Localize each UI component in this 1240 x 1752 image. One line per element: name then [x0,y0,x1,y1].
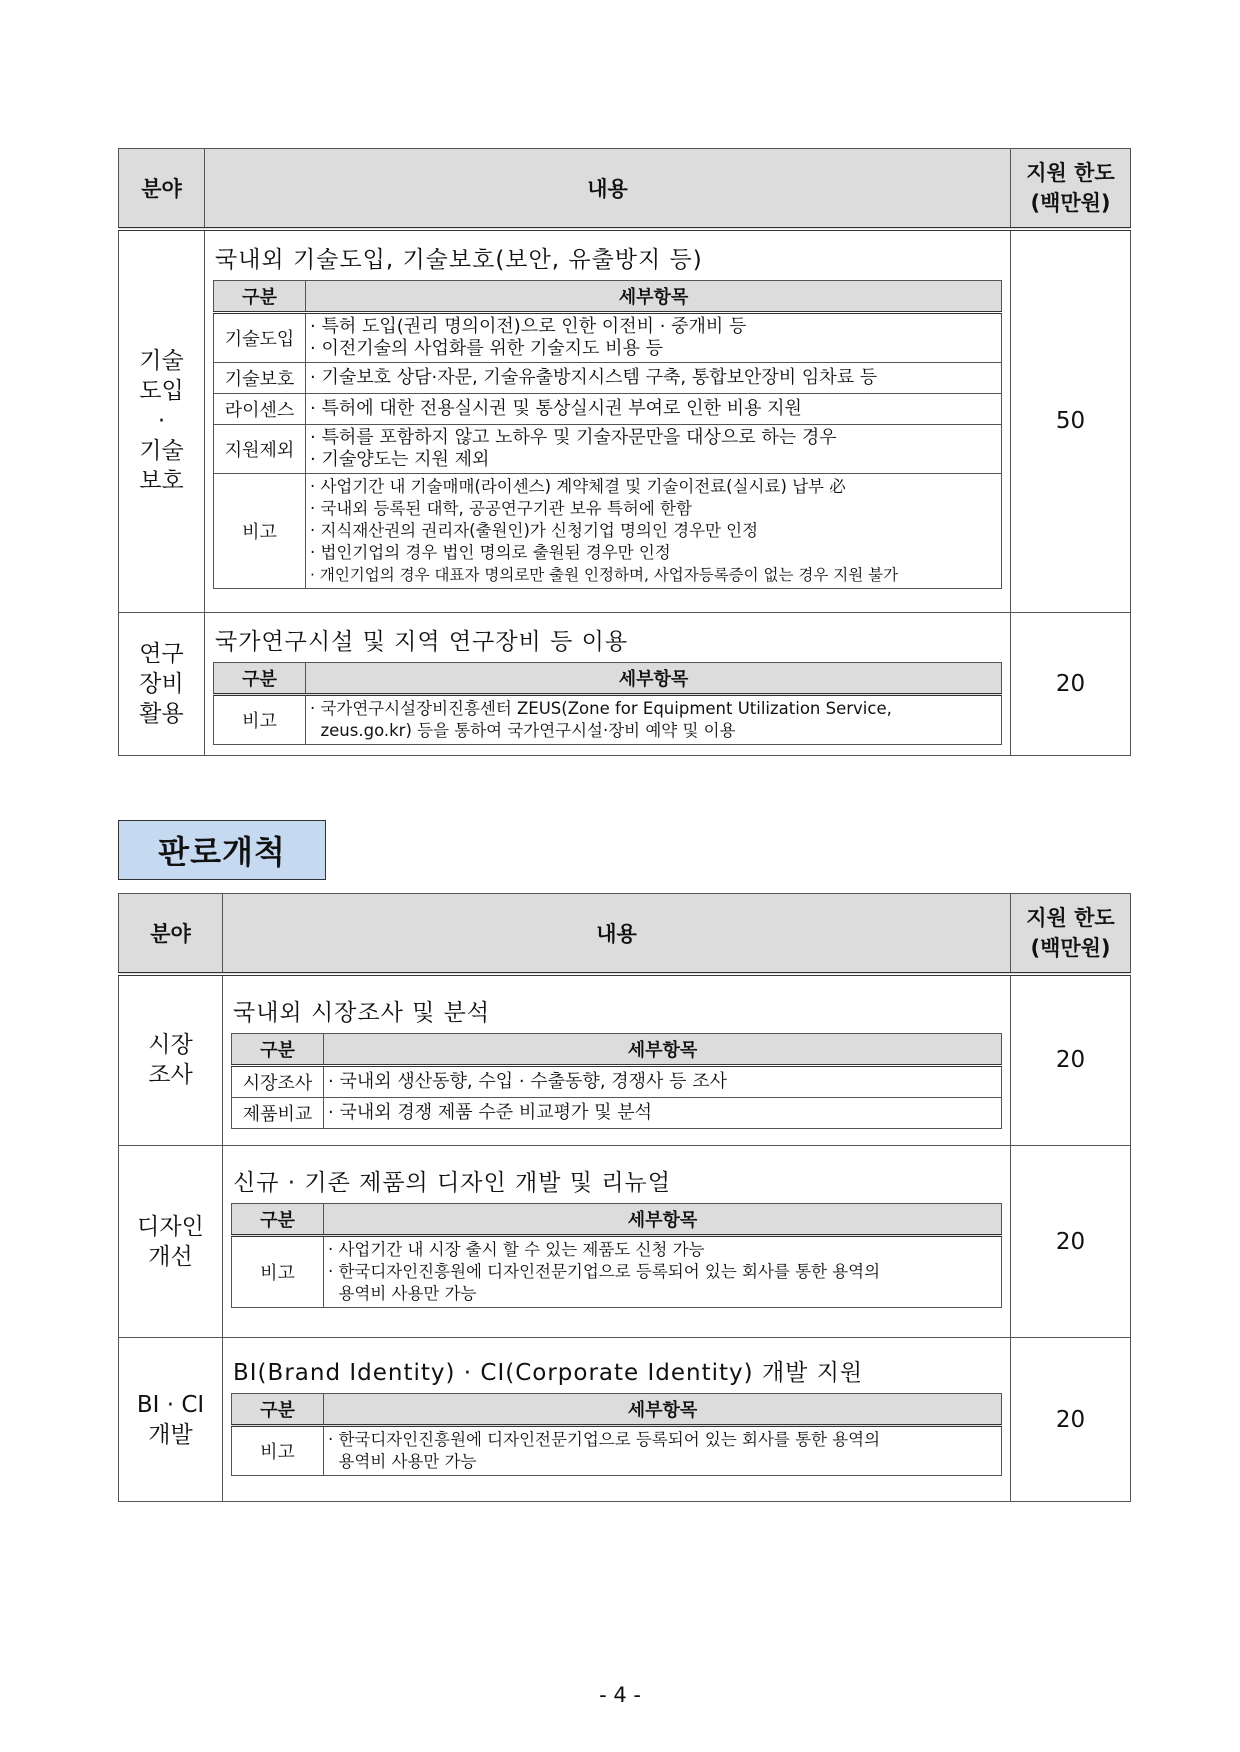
detail-line: · 한국디자인진흥원에 디자인전문기업으로 등록되어 있는 회사를 통한 용역의 [328,1430,881,1449]
detail-category: 비고 [214,695,306,745]
detail-line: · 국내외 경쟁 제품 수준 비교평가 및 분석 [328,1101,652,1123]
header-content: 내용 [223,894,1011,974]
table-row-tech-protection [119,229,1131,613]
detail-row [214,393,1002,424]
field-line: 기술 [139,348,184,375]
detail-category: 비고 [232,1426,324,1476]
detail-header-category: 구분 [232,1204,324,1236]
detail-header-category: 구분 [214,663,306,695]
detail-line: 용역비 사용만 가능 [328,1452,477,1471]
field-design-improvement [119,1146,223,1338]
table-row-design-improvement [119,1146,1131,1338]
content-research-equipment [205,613,1011,756]
detail-header-detail: 세부항목 [324,1394,1002,1426]
detail-row [214,424,1002,473]
detail-header-detail: 세부항목 [324,1033,1002,1065]
detail-row [232,1426,1002,1476]
field-line: 개선 [148,1243,193,1270]
detail-row [232,1097,1002,1128]
detail-text [306,695,1002,745]
field-line: 활용 [139,701,184,727]
table-row-market-research [119,974,1131,1146]
content-title: 국내외 시장조사 및 분석 [233,999,491,1026]
limit-value: 20 [1011,613,1131,756]
detail-text [306,424,1002,473]
detail-table [231,1033,1002,1129]
header-field: 분야 [119,149,205,229]
detail-line: · 기술보호 상담·자문, 기술유출방지시스템 구축, 통합보안장비 임차료 등 [310,366,878,388]
detail-text [324,1097,1002,1128]
detail-text [306,393,1002,424]
detail-header-detail: 세부항목 [306,280,1002,312]
detail-header-category: 구분 [232,1033,324,1065]
table-header-row [119,894,1131,974]
detail-text [306,362,1002,393]
detail-line: · 지식재산권의 권리자(출원인)가 신청기업 명의인 경우만 인정 [310,520,759,540]
detail-category: 기술보호 [214,362,306,393]
detail-header-row [232,1394,1002,1426]
detail-row [232,1065,1002,1097]
detail-text [306,473,1002,588]
content-title: 국내외 기술도입, 기술보호(보안, 유출방지 등) [215,246,703,273]
header-field: 분야 [119,894,223,974]
field-line: 조사 [148,1062,193,1089]
detail-line: · 국내외 생산동향, 수입 · 수출동향, 경쟁사 등 조사 [328,1070,728,1092]
detail-table [231,1393,1002,1476]
field-line: 연구 [139,641,184,667]
field-line: 보호 [139,468,184,495]
detail-line: · 법인기업의 경우 법인 명의로 출원된 경우만 인정 [310,542,671,562]
detail-header-row [214,663,1002,695]
detail-category: 비고 [232,1236,324,1308]
detail-line: · 특허를 포함하지 않고 노하우 및 기술자문만을 대상으로 하는 경우 [310,426,837,448]
detail-line: · 개인기업의 경우 대표자 명의로만 출원 인정하며, 사업자등록증이 없는 경우 지원 불가 [310,565,899,584]
detail-line: · 기술양도는 지원 제외 [310,448,490,470]
detail-line: zeus.go.kr) 등을 통하여 국가연구시설·장비 예약 및 이용 [310,721,736,740]
field-line: 시장 [148,1032,193,1059]
support-table-market [118,893,1131,1502]
content-title: BI(Brand Identity) · CI(Corporate Identity) 개발 지원 [233,1360,864,1386]
detail-line: 용역비 사용만 가능 [328,1284,477,1303]
detail-header-category: 구분 [214,280,306,312]
field-line: BI · CI [136,1391,205,1418]
table-header-row [119,149,1131,229]
field-bi-ci [119,1338,223,1502]
header-content: 내용 [205,149,1011,229]
detail-category: 시장조사 [232,1065,324,1097]
field-line: 개발 [148,1421,193,1448]
content-title: 국가연구시설 및 지역 연구장비 등 이용 [215,629,629,655]
header-limit-line1: 지원 한도 [1026,160,1115,185]
detail-text [324,1065,1002,1097]
detail-row [214,473,1002,588]
detail-table [213,662,1002,745]
field-line: · [157,408,166,435]
detail-line: · 국가연구시설장비진흥센터 ZEUS(Zone for Equipment Utilization Service, [310,699,892,718]
table-row-research-equipment [119,613,1131,756]
detail-header-category: 구분 [232,1394,324,1426]
detail-category: 지원제외 [214,424,306,473]
field-line: 장비 [139,671,184,697]
content-market-research [223,974,1011,1146]
detail-header-row [214,280,1002,312]
detail-row [214,695,1002,745]
limit-value: 20 [1011,1146,1131,1338]
field-market-research [119,974,223,1146]
detail-text [306,312,1002,362]
header-limit [1011,149,1131,229]
field-research-equipment [119,613,205,756]
detail-header-row [232,1204,1002,1236]
detail-line: · 사업기간 내 기술매매(라이센스) 계약체결 및 기술이전료(실시료) 납부 必 [310,476,846,496]
field-line: 도입 [139,378,184,405]
page-number: - 4 - [599,1683,641,1707]
detail-table [231,1203,1002,1308]
detail-category: 기술도입 [214,312,306,362]
support-table-tech [118,148,1131,756]
header-limit [1011,894,1131,974]
detail-row [214,362,1002,393]
table-row-bi-ci [119,1338,1131,1502]
limit-value: 50 [1011,229,1131,613]
field-tech-protection [119,229,205,613]
content-tech-protection [205,229,1011,613]
content-title: 신규 · 기존 제품의 디자인 개발 및 리뉴얼 [233,1170,671,1196]
header-limit-line2: (백만원) [1030,190,1111,215]
field-line: 기술 [139,438,184,465]
detail-header-row [232,1033,1002,1065]
detail-row [232,1236,1002,1308]
header-limit-line2: (백만원) [1030,935,1111,960]
detail-header-detail: 세부항목 [324,1204,1002,1236]
detail-row [214,312,1002,362]
detail-text [324,1426,1002,1476]
detail-line: · 특허 도입(권리 명의이전)으로 인한 이전비 · 중개비 등 [310,315,747,337]
detail-category: 비고 [214,473,306,588]
detail-category: 제품비교 [232,1097,324,1128]
detail-line: · 이전기술의 사업화를 위한 기술지도 비용 등 [310,337,664,359]
limit-value: 20 [1011,1338,1131,1502]
limit-value: 20 [1011,974,1131,1146]
detail-line: · 한국디자인진흥원에 디자인전문기업으로 등록되어 있는 회사를 통한 용역의 [328,1262,881,1281]
detail-table [213,280,1002,589]
detail-category: 라이센스 [214,393,306,424]
content-bi-ci [223,1338,1011,1502]
field-line: 디자인 [137,1213,204,1240]
detail-line: · 사업기간 내 시장 출시 할 수 있는 제품도 신청 가능 [328,1240,705,1259]
content-design-improvement [223,1146,1011,1338]
detail-line: · 특허에 대한 전용실시권 및 통상실시권 부여로 인한 비용 지원 [310,397,802,419]
section-title-market-development: 판로개척 [118,820,326,880]
header-limit-line1: 지원 한도 [1026,905,1115,930]
detail-line: · 국내외 등록된 대학, 공공연구기관 보유 특허에 한함 [310,498,692,518]
detail-text [324,1236,1002,1308]
detail-header-detail: 세부항목 [306,663,1002,695]
